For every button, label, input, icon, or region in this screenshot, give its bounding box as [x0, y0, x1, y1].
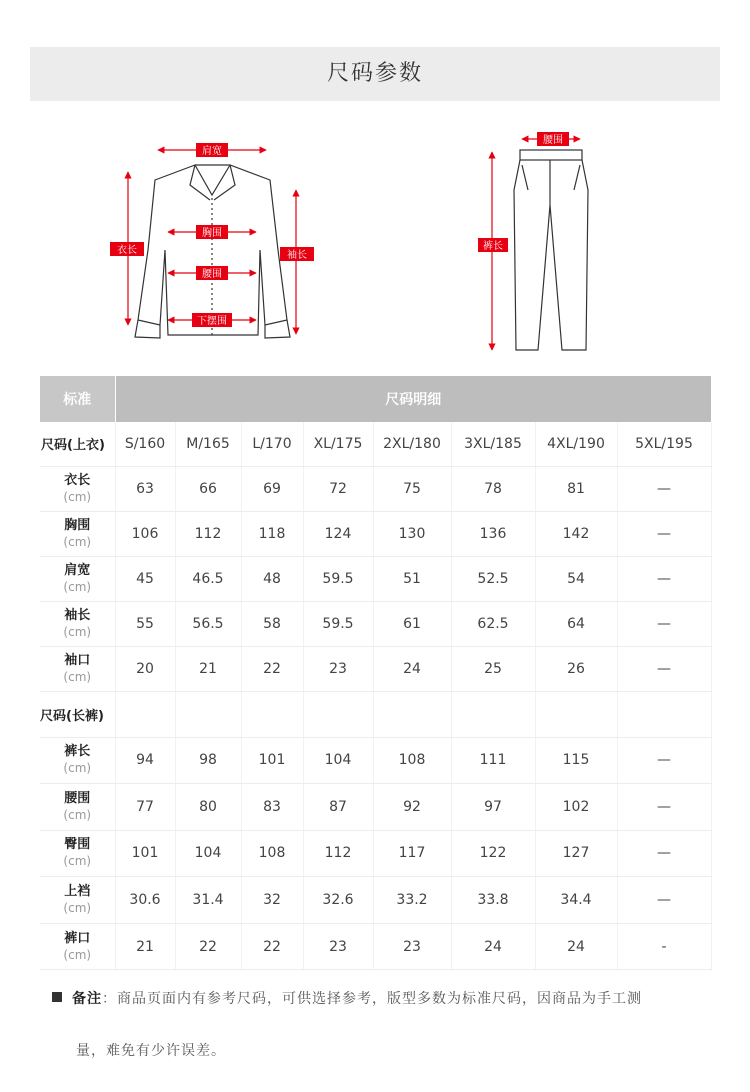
table-cell: 59.5 [303, 601, 373, 646]
table-cell: 108 [241, 830, 303, 877]
table-row [40, 737, 711, 784]
table-cell: 34.4 [535, 877, 617, 924]
row-name: 袖长 [64, 607, 91, 623]
note [52, 986, 712, 1059]
table-cell: 112 [303, 830, 373, 877]
shirt-measure-arrows [128, 150, 296, 334]
row-header [40, 466, 115, 511]
table-cell: 54 [535, 556, 617, 601]
table-cell: 124 [303, 511, 373, 556]
table-cell: — [617, 784, 711, 831]
table-cell: 45 [115, 556, 175, 601]
table-cell: 87 [303, 784, 373, 831]
table-cell: — [617, 601, 711, 646]
table-cell: 20 [115, 646, 175, 691]
table-cell: — [617, 511, 711, 556]
table-cell: 62.5 [451, 601, 535, 646]
table-row [40, 511, 711, 556]
table-cell: — [617, 556, 711, 601]
table-cell: 46.5 [175, 556, 241, 601]
empty-cell [115, 691, 175, 737]
table-cell: 24 [451, 923, 535, 970]
row-name: 臀围 [64, 837, 91, 853]
table-row [40, 784, 711, 831]
size-label: M/165 [175, 422, 241, 466]
table-cell: 106 [115, 511, 175, 556]
table-cell: — [617, 737, 711, 784]
table-cell: — [617, 877, 711, 924]
table-cell: 98 [175, 737, 241, 784]
table-cell: 21 [115, 923, 175, 970]
size-label: L/170 [241, 422, 303, 466]
table-cell: 22 [241, 646, 303, 691]
table-row [40, 556, 711, 601]
row-name: 胸围 [64, 517, 91, 533]
row-unit: (cm) [63, 489, 92, 504]
table-cell: 48 [241, 556, 303, 601]
row-unit: (cm) [63, 854, 92, 869]
table-cell: 108 [373, 737, 451, 784]
table-cell: 127 [535, 830, 617, 877]
table-cell: 58 [241, 601, 303, 646]
row-unit: (cm) [63, 624, 92, 639]
table-cell: 130 [373, 511, 451, 556]
table-cell: 33.8 [451, 877, 535, 924]
empty-cell [451, 691, 535, 737]
table-cell: 21 [175, 646, 241, 691]
table-cell: 32.6 [303, 877, 373, 924]
table-cell: 55 [115, 601, 175, 646]
table-cell: 104 [303, 737, 373, 784]
row-name: 裤长 [64, 744, 91, 760]
pants-section-row [40, 691, 711, 737]
table-cell: - [617, 923, 711, 970]
pants-icon [514, 150, 588, 350]
row-name: 腰围 [64, 790, 91, 806]
size-label: 5XL/195 [617, 422, 711, 466]
table-cell: 25 [451, 646, 535, 691]
table-cell: 104 [175, 830, 241, 877]
row-name: 衣长 [64, 472, 91, 488]
table-cell: 69 [241, 466, 303, 511]
table-cell: 30.6 [115, 877, 175, 924]
empty-cell [617, 691, 711, 737]
row-unit: (cm) [63, 901, 92, 916]
shirt-icon [135, 165, 290, 338]
table-row [40, 601, 711, 646]
table-cell: 61 [373, 601, 451, 646]
table-cell: 117 [373, 830, 451, 877]
row-name: 袖口 [64, 652, 91, 668]
bullet-square-icon [52, 992, 62, 1002]
table-cell: 112 [175, 511, 241, 556]
table-cell: 80 [175, 784, 241, 831]
empty-cell [241, 691, 303, 737]
tag-pants-waist: 腰围 [543, 135, 563, 146]
table-cell: 56.5 [175, 601, 241, 646]
row-name: 肩宽 [64, 562, 91, 578]
row-header [40, 556, 115, 601]
table-row [40, 923, 711, 970]
table-cell: 77 [115, 784, 175, 831]
table-cell: 66 [175, 466, 241, 511]
table-cell: — [617, 646, 711, 691]
row-unit: (cm) [63, 669, 92, 684]
table-cell: 26 [535, 646, 617, 691]
tag-length: 衣长 [117, 245, 137, 256]
table-cell: 31.4 [175, 877, 241, 924]
table-cell: 72 [303, 466, 373, 511]
row-unit: (cm) [63, 579, 92, 594]
row-unit: (cm) [63, 534, 92, 549]
size-label: 3XL/185 [451, 422, 535, 466]
table-cell: 23 [303, 646, 373, 691]
header-standard: 标准 [40, 376, 115, 422]
row-name: 上裆 [64, 884, 91, 900]
size-label: 2XL/180 [373, 422, 451, 466]
table-cell: 51 [373, 556, 451, 601]
table-row [40, 877, 711, 924]
empty-cell [373, 691, 451, 737]
row-name: 裤口 [64, 930, 91, 946]
row-unit: (cm) [63, 761, 92, 776]
size-label: S/160 [115, 422, 175, 466]
table-cell: 92 [373, 784, 451, 831]
table-cell: 115 [535, 737, 617, 784]
table-cell: 101 [241, 737, 303, 784]
measurement-diagram [0, 120, 750, 360]
table-row [40, 646, 711, 691]
table-row [40, 466, 711, 511]
table-cell: 81 [535, 466, 617, 511]
size-label: 4XL/190 [535, 422, 617, 466]
tag-shoulder: 肩宽 [202, 146, 222, 157]
table-cell: 59.5 [303, 556, 373, 601]
tag-waist: 腰围 [202, 269, 222, 280]
table-cell: 52.5 [451, 556, 535, 601]
table-cell: 23 [303, 923, 373, 970]
table-cell: 33.2 [373, 877, 451, 924]
header-detail: 尺码明细 [115, 376, 711, 422]
tag-pants-length: 裤长 [483, 241, 503, 252]
size-label: XL/175 [303, 422, 373, 466]
table-cell: 22 [175, 923, 241, 970]
table-cell: 118 [241, 511, 303, 556]
table-cell: 94 [115, 737, 175, 784]
tag-chest: 胸围 [202, 228, 222, 239]
row-header [40, 830, 115, 877]
note-line1: ：商品页面内有参考尺码，可供选择参考，版型多数为标准尺码，因商品为手工测 [102, 991, 642, 1007]
note-line2: 量，难免有少许误差。 [76, 1043, 226, 1059]
table-cell: 101 [115, 830, 175, 877]
row-header [40, 646, 115, 691]
row-header [40, 737, 115, 784]
table-cell: 136 [451, 511, 535, 556]
note-label: 备注 [72, 991, 102, 1007]
table-cell: — [617, 466, 711, 511]
row-unit: (cm) [63, 947, 92, 962]
table-cell: 97 [451, 784, 535, 831]
table-cell: 142 [535, 511, 617, 556]
size-table [40, 376, 712, 970]
empty-cell [303, 691, 373, 737]
row-header [40, 511, 115, 556]
table-cell: 83 [241, 784, 303, 831]
row-header [40, 923, 115, 970]
row-header [40, 877, 115, 924]
table-cell: 64 [535, 601, 617, 646]
table-cell: — [617, 830, 711, 877]
page-title: 尺码参数 [30, 47, 720, 101]
table-cell: 24 [373, 646, 451, 691]
table-row [40, 830, 711, 877]
row-header [40, 784, 115, 831]
table-cell: 111 [451, 737, 535, 784]
pants-section-label: 尺码(长裤) [40, 691, 115, 737]
table-cell: 75 [373, 466, 451, 511]
table-cell: 22 [241, 923, 303, 970]
table-cell: 63 [115, 466, 175, 511]
empty-cell [535, 691, 617, 737]
table-cell: 32 [241, 877, 303, 924]
tag-sleeve: 袖长 [287, 250, 307, 261]
table-cell: 23 [373, 923, 451, 970]
row-header [40, 601, 115, 646]
tag-hem: 下摆围 [197, 316, 227, 327]
table-cell: 102 [535, 784, 617, 831]
empty-cell [175, 691, 241, 737]
size-header-row [40, 422, 711, 466]
table-cell: 78 [451, 466, 535, 511]
table-cell: 122 [451, 830, 535, 877]
top-section-label: 尺码(上衣) [40, 422, 115, 466]
row-unit: (cm) [63, 807, 92, 822]
table-cell: 24 [535, 923, 617, 970]
